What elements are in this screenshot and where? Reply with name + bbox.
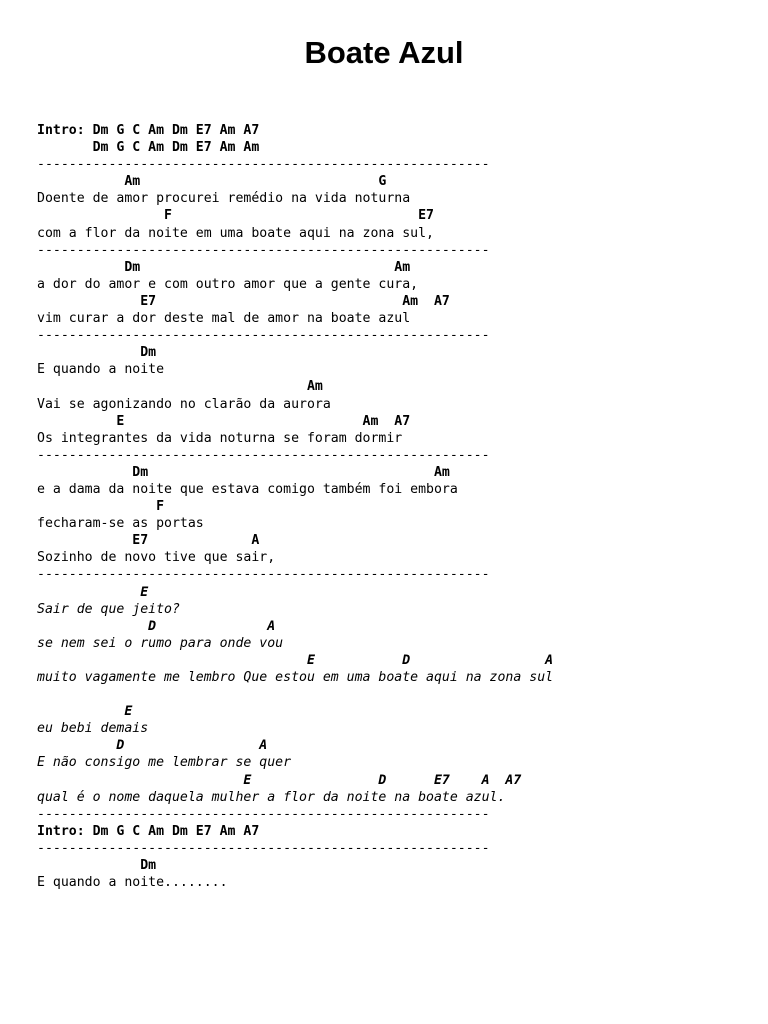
separator-line: --------------------------------------------------------- bbox=[37, 242, 490, 258]
separator-line: --------------------------------------------------------- bbox=[37, 806, 490, 822]
chord-line: Am G bbox=[37, 174, 387, 190]
lyric-line: E quando a noite........ bbox=[37, 875, 228, 891]
chord-line: D A bbox=[37, 618, 276, 634]
chord-line: Dm bbox=[37, 345, 157, 361]
separator-line: --------------------------------------------------------- bbox=[37, 447, 490, 463]
chord-line: E7 Am A7 bbox=[37, 293, 450, 309]
lyric-line: vim curar a dor deste mal de amor na boate azul bbox=[37, 311, 411, 327]
lyric-line: se nem sei o rumo para onde vou bbox=[37, 635, 284, 651]
separator-line: --------------------------------------------------------- bbox=[37, 328, 490, 344]
chord-line: D A bbox=[37, 738, 268, 754]
separator-line: --------------------------------------------------------- bbox=[37, 567, 490, 583]
chord-line: E D E7 A A7 bbox=[37, 772, 522, 788]
chord-line: E7 A bbox=[37, 533, 260, 549]
chord-line: F E7 bbox=[37, 208, 434, 224]
lyric-line: qual é o nome daquela mulher a flor da noite na boate azul. bbox=[37, 789, 506, 805]
chord-line: Dm bbox=[37, 858, 157, 874]
lyric-line: Vai se agonizando no clarão da aurora bbox=[37, 396, 331, 412]
separator-line: --------------------------------------------------------- bbox=[37, 157, 490, 173]
lyric-line: fecharam-se as portas bbox=[37, 516, 204, 532]
intro-line: Intro: Dm G C Am Dm E7 Am A7 bbox=[37, 123, 260, 138]
lyric-line: Os integrantes da vida noturna se foram dormir bbox=[37, 430, 403, 446]
chord-line: Dm Am bbox=[37, 259, 411, 275]
chord-line: Am bbox=[37, 379, 323, 395]
lyric-line: Sair de que jeito? bbox=[37, 601, 180, 617]
blank-line bbox=[37, 686, 757, 703]
lyric-line: muito vagamente me lembro Que estou em uma boate aqui na zona sul bbox=[37, 670, 554, 685]
lyric-line: com a flor da noite em uma boate aqui na zona sul, bbox=[37, 225, 434, 241]
chord-sheet bbox=[37, 122, 757, 891]
chord-line: E Am A7 bbox=[37, 413, 411, 429]
song-title: Boate Azul bbox=[304, 35, 464, 70]
chord-line: E bbox=[37, 584, 149, 600]
lyric-line: Doente de amor procurei remédio na vida noturna bbox=[37, 191, 411, 207]
chord-line: E D A bbox=[37, 652, 554, 668]
separator-line: --------------------------------------------------------- bbox=[37, 840, 490, 856]
lyric-line: eu bebi demais bbox=[37, 721, 149, 737]
lyric-line: e a dama da noite que estava comigo também foi embora bbox=[37, 481, 458, 497]
chord-line: E bbox=[37, 704, 133, 720]
lyric-line: E não consigo me lembrar se quer bbox=[37, 755, 292, 771]
lyric-line: Sozinho de novo tive que sair, bbox=[37, 550, 276, 566]
chord-line: Dm Am bbox=[37, 464, 450, 480]
chord-line: F bbox=[37, 499, 165, 515]
lyric-line: a dor do amor e com outro amor que a gente cura, bbox=[37, 276, 419, 292]
lyric-line: E quando a noite bbox=[37, 362, 165, 378]
intro-line: Dm G C Am Dm E7 Am Am bbox=[37, 140, 260, 156]
intro-line: Intro: Dm G C Am Dm E7 Am A7 bbox=[37, 823, 260, 839]
